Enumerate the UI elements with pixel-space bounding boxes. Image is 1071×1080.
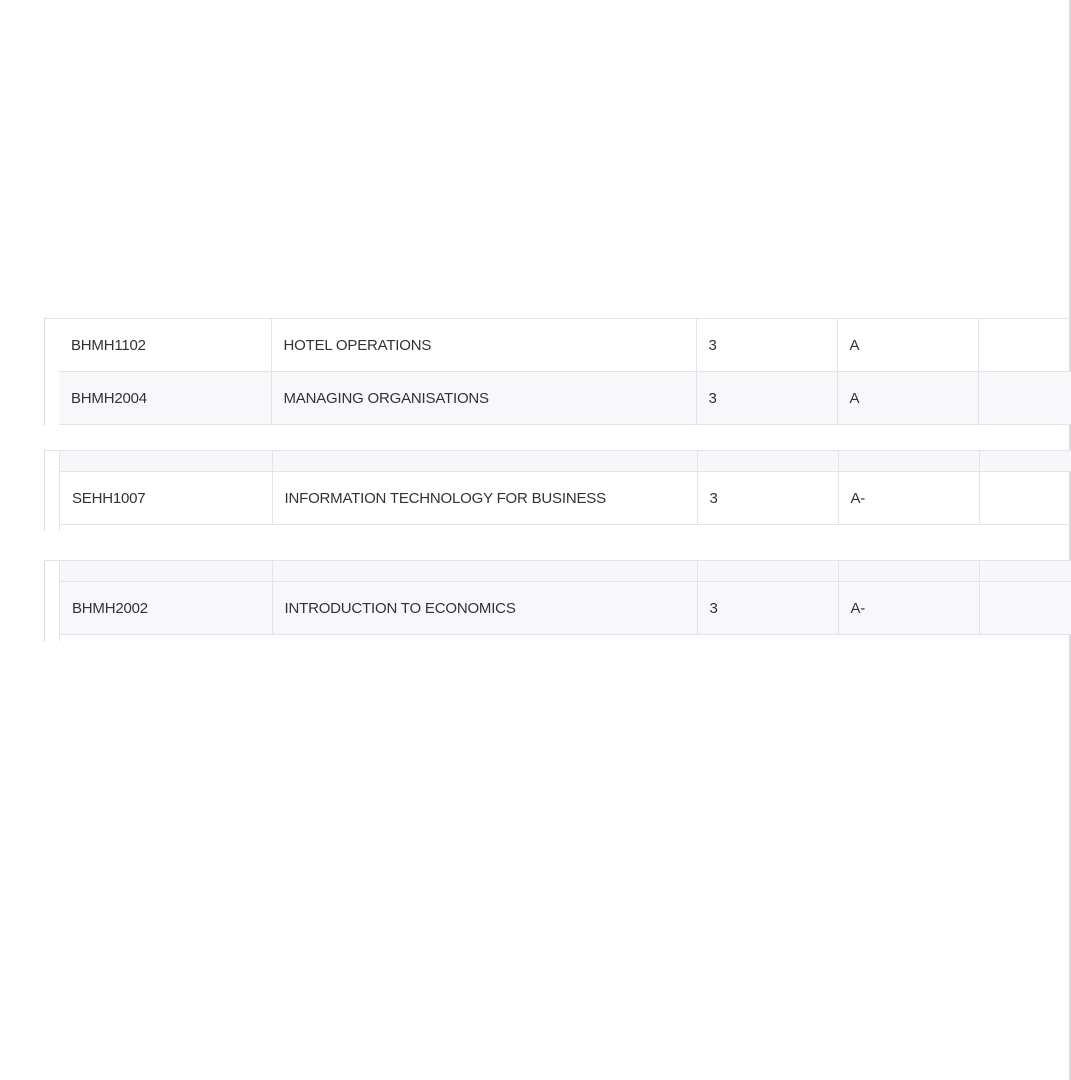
course-code-cell: SEHH1007 [60,472,272,525]
table-row [60,472,1071,525]
course-extra-cell [979,582,1071,635]
course-title-cell: INTRODUCTION TO ECONOMICS [272,582,697,635]
course-table-3 [44,560,1071,641]
course-title-cell: MANAGING ORGANISATIONS [271,372,696,425]
header-strip-cell [272,451,697,472]
header-strip-cell [697,451,838,472]
header-strip-cell [60,561,272,582]
course-credits-cell: 3 [697,582,838,635]
course-table-1-grid [59,319,1071,425]
course-extra-cell [978,372,1071,425]
course-extra-cell [978,319,1071,372]
header-strip-cell [838,561,979,582]
header-strip-cell [838,451,979,472]
header-strip-cell [697,561,838,582]
course-code-cell: BHMH1102 [59,319,271,372]
table-row [59,319,1071,372]
table-row [59,372,1071,425]
course-credits-cell: 3 [697,472,838,525]
header-strip-cell [979,451,1071,472]
course-grade-cell: A [837,319,978,372]
course-table-2 [44,450,1071,531]
header-strip-cell [272,561,697,582]
table-row [60,582,1071,635]
course-grade-cell: A- [838,582,979,635]
course-title-cell: HOTEL OPERATIONS [271,319,696,372]
course-table-1 [44,318,1071,425]
course-credits-cell: 3 [696,372,837,425]
course-table-2-inner [59,451,1071,531]
course-table-3-grid [60,561,1071,635]
course-extra-cell [979,472,1071,525]
course-code-cell: BHMH2002 [60,582,272,635]
course-table-1-inner [59,319,1071,425]
course-table-3-inner [59,561,1071,641]
course-code-cell: BHMH2004 [59,372,271,425]
course-table-2-grid [60,451,1071,525]
course-title-cell: INFORMATION TECHNOLOGY FOR BUSINESS [272,472,697,525]
table-header-strip [60,561,1071,582]
header-strip-cell [979,561,1071,582]
course-grade-cell: A- [838,472,979,525]
table-header-strip [60,451,1071,472]
course-credits-cell: 3 [696,319,837,372]
course-grade-cell: A [837,372,978,425]
header-strip-cell [60,451,272,472]
